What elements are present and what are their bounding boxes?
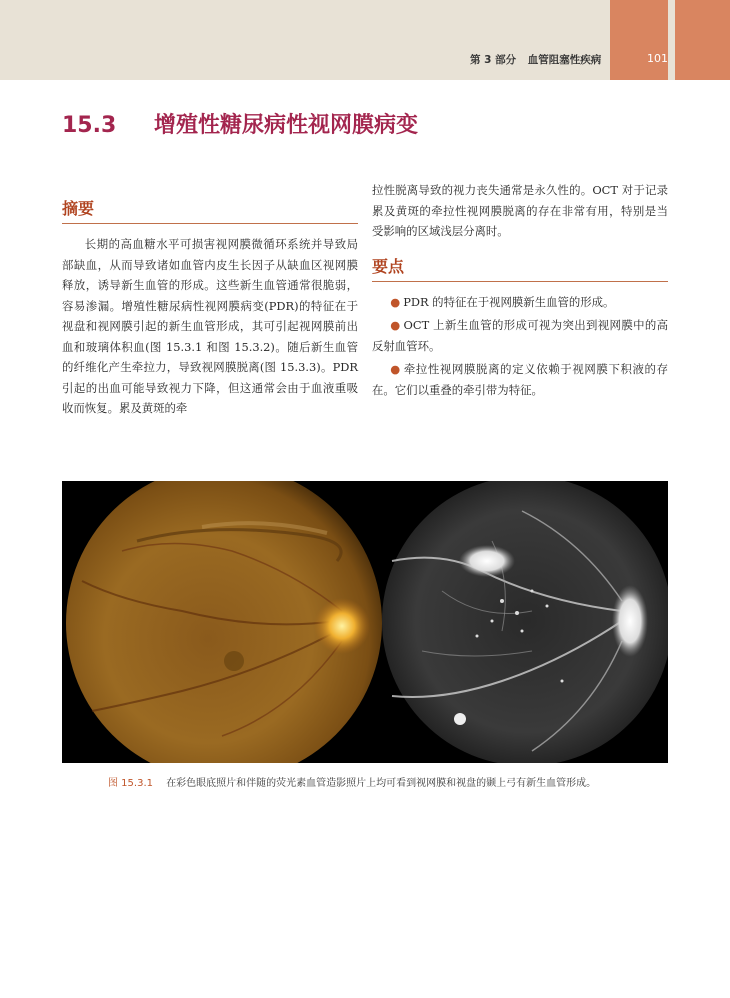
page-edge-tab	[675, 0, 730, 80]
section-number: 15.3	[62, 113, 117, 138]
abstract-continuation: 拉性脱离导致的视力丧失通常是永久性的。OCT 对于记录累及黄斑的牵拉性视网膜脱离的存在非常有用，特别是当受影响的区域浅层分离时。	[372, 183, 668, 238]
page-number-tab	[610, 0, 668, 80]
bullet-icon: ●	[390, 362, 401, 376]
right-column	[372, 180, 668, 403]
section-title-text: 增殖性糖尿病性视网膜病变	[153, 113, 418, 138]
running-header-text	[470, 52, 601, 67]
figure-15-3-1	[62, 481, 668, 763]
figure-caption	[108, 774, 596, 789]
page-number: 101	[647, 52, 668, 65]
abstract-paragraph: 长期的高血糖水平可损害视网膜微循环系统并导致局部缺血，从而导致诸如血管内皮生长因子从缺血区视网膜释放，诱导新生血管的形成。这些新生血管通常很脆弱，容易渗漏。增殖性糖尿病性视网膜病变(PDR)的特征在于视盘和视网膜引起的新生血管形成，其可引起视网膜前出血和玻璃体积血(图 15.3.1 和图 15.3.2)。随后新生血管的纤维化产生牵拉力，导致视网膜脱离(图 15.3.3)。PDR 引起的出血可能导致视力下降，但这通常会由于血液重吸收而恢复。累及黄斑的牵	[62, 237, 358, 415]
key-point-item: ● PDR 的特征在于视网膜新生血管的形成。	[390, 294, 615, 309]
figure-images	[62, 481, 668, 763]
color-fundus-photo	[66, 481, 382, 763]
bullet-icon: ●	[390, 294, 401, 309]
key-points-heading: 要点	[372, 254, 668, 282]
chapter-label: 血管阻塞性疾病	[527, 54, 602, 66]
part-label: 第 3 部分	[470, 54, 517, 66]
section-title	[62, 108, 418, 139]
figure-caption-text: 在彩色眼底照片和伴随的荧光素血管造影照片上均可看到视网膜和视盘的颞上弓有新生血管形成。	[166, 778, 597, 789]
key-point-item: ● OCT 上新生血管的形成可视为突出到视网膜中的高反射血管环。	[372, 318, 668, 353]
abstract-heading: 摘要	[62, 196, 358, 224]
fluorescein-angiogram	[382, 481, 668, 763]
key-point-item: ● 牵拉性视网膜脱离的定义依赖于视网膜下积液的存在。它们以重叠的牵引带为特征。	[372, 362, 668, 397]
figure-label: 图 15.3.1	[108, 778, 153, 789]
bullet-icon: ●	[390, 318, 401, 332]
left-column	[62, 196, 358, 419]
